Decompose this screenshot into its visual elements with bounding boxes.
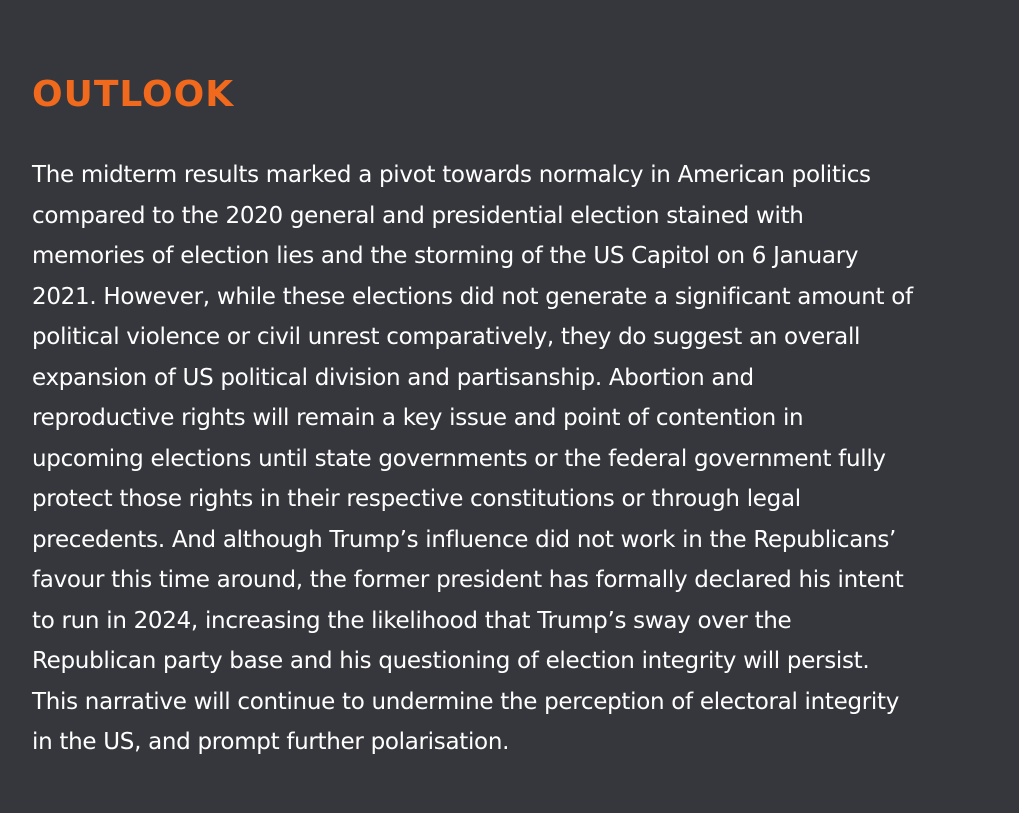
paragraph-line: memories of election lies and the storming of the US Capitol on 6 January [32,243,859,269]
paragraph-line: compared to the 2020 general and presidential election stained with [32,202,804,229]
paragraph-line: The midterm results marked a pivot towards normalcy in American politics [32,162,871,188]
body-paragraph [32,155,992,763]
paragraph-line: Republican party base and his questioning of election integrity will persist. [32,648,870,674]
paragraph-line: This narrative will continue to undermine the perception of electoral integrity [32,688,900,715]
paragraph-line: reproductive rights will remain a key issue and point of contention in [32,405,804,431]
paragraph-line: political violence or civil unrest comparatively, they do suggest an overall [32,324,861,350]
paragraph-line: expansion of US political division and partisanship. Abortion and [32,364,754,391]
paragraph-line: protect those rights in their respective constitutions or through legal [32,486,801,512]
paragraph-line: 2021. However, while these elections did not generate a significant amount of [32,283,913,310]
paragraph-line: in the US, and prompt further polarisation. [32,729,510,755]
paragraph-line: favour this time around, the former president has formally declared his intent [32,567,904,593]
paragraph-line: precedents. And although Trump’s influence did not work in the Republicans’ [32,526,897,553]
paragraph-line: upcoming elections until state governments or the federal government fully [32,445,886,472]
section-heading: OUTLOOK [32,74,235,115]
paragraph-line: to run in 2024, increasing the likelihood that Trump’s sway over the [32,607,792,634]
